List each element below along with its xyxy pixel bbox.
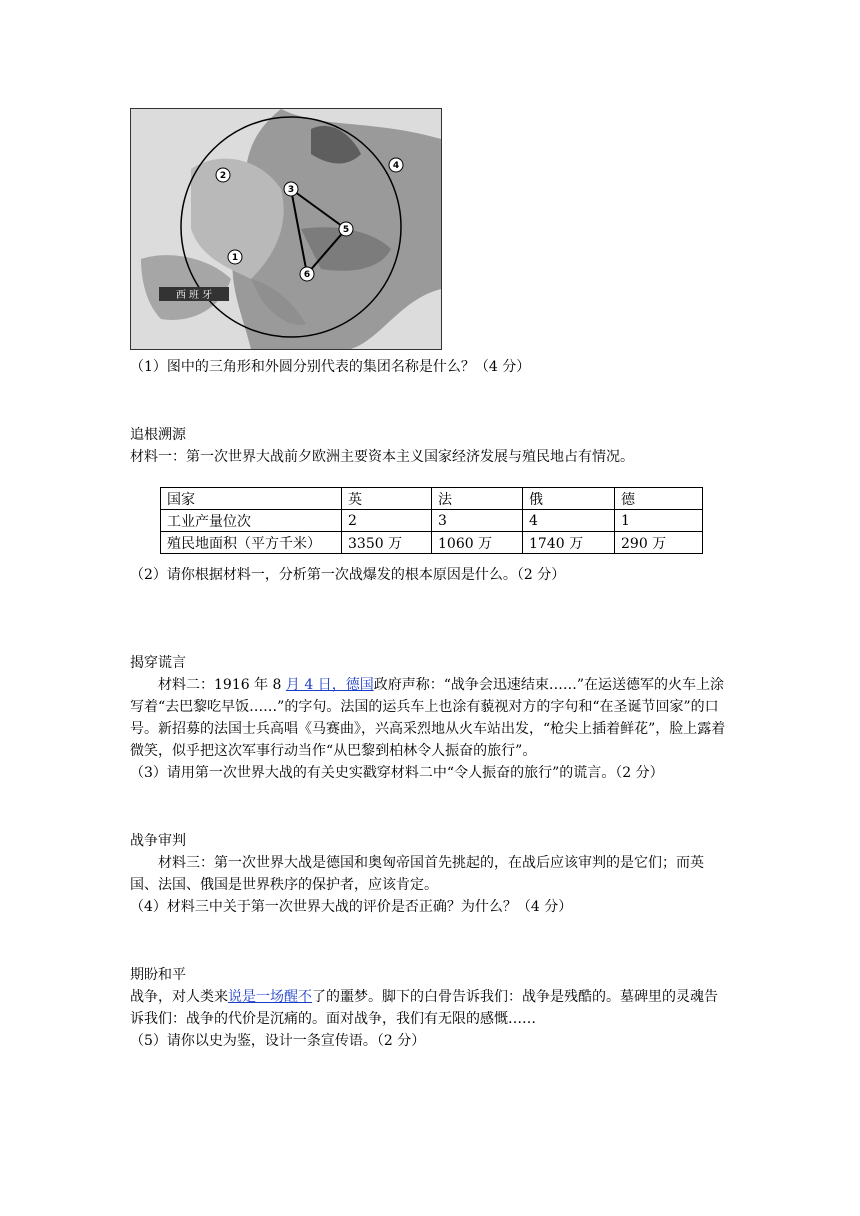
- table-cell: 290 万: [615, 532, 703, 554]
- table-cell: 2: [342, 510, 432, 532]
- material-2-text-b: 政府声称：“战争会迅速结束……”在运送德军的火车上涂写着“去巴黎吃早饭……”的字句。法国的运兵车上也涂有藐视对方的字句和“在圣诞节回家”的口号。新招募的法国士兵高唱《马赛曲》，兴高采烈地从火车站出发，“枪尖上插着鲜花”，脸上露着微笑，似乎把这次军事行动当作“从巴黎到柏林令人振奋的旅行”。: [130, 677, 726, 759]
- map-marker-3: 3: [287, 185, 295, 195]
- map-marker-2: 2: [219, 171, 227, 181]
- map-marker-5: 5: [342, 225, 350, 235]
- question-1: （1）图中的三角形和外圆分别代表的集团名称是什么？（4 分）: [130, 359, 531, 375]
- table-header-row: [161, 488, 703, 510]
- material-4: [130, 986, 730, 1030]
- material-2-link[interactable]: 月 4 日，德国: [285, 677, 374, 693]
- section-title-trial: 战争审判: [130, 833, 186, 849]
- section-title-peace: 期盼和平: [130, 967, 186, 983]
- table-cell: 殖民地面积（平方千米）: [161, 532, 342, 554]
- question-3: （3）请用第一次世界大战的有关史实戳穿材料二中“令人振奋的旅行”的谎言。（2 分）: [130, 765, 664, 781]
- material-4-link[interactable]: 说是一场醒不: [228, 989, 312, 1005]
- table-cell: 1740 万: [523, 532, 615, 554]
- section-title-trace: 追根溯源: [130, 427, 186, 443]
- table-cell: 1060 万: [432, 532, 523, 554]
- material-1: 材料一：第一次世界大战前夕欧洲主要资本主义国家经济发展与殖民地占有情况。: [130, 449, 634, 465]
- question-2: （2）请你根据材料一，分析第一次战爆发的根本原因是什么。（2 分）: [130, 567, 566, 583]
- table-cell: 3350 万: [342, 532, 432, 554]
- question-5: （5）请你以史为鉴，设计一条宣传语。（2 分）: [130, 1033, 426, 1049]
- europe-alliance-map: [130, 108, 442, 350]
- economy-colony-table: [160, 487, 703, 554]
- question-4: （4）材料三中关于第一次世界大战的评价是否正确？为什么？（4 分）: [130, 899, 573, 915]
- table-cell: 1: [615, 510, 703, 532]
- table-cell: 英: [342, 488, 432, 510]
- table-cell: 国家: [161, 488, 342, 510]
- map-marker-6: 6: [303, 270, 311, 280]
- material-4-text-a: 战争，对人类来: [130, 989, 228, 1005]
- map-marker-4: 4: [392, 161, 400, 171]
- table-row: [161, 532, 703, 554]
- table-cell: 3: [432, 510, 523, 532]
- map-marker-1: 1: [231, 253, 239, 263]
- material-2: [130, 674, 730, 762]
- section-title-expose: 揭穿谎言: [130, 655, 186, 671]
- table-cell: 德: [615, 488, 703, 510]
- map-graphic: [131, 109, 441, 349]
- table-row: [161, 510, 703, 532]
- material-4-text-b: 了的噩梦。脚下的白骨告诉我们：战争是残酷的。墓碑里的灵魂告诉我们：战争的代价是沉痛的。面对战争，我们有无限的感慨……: [130, 989, 718, 1027]
- table-cell: 俄: [523, 488, 615, 510]
- material-2-text-a: 材料二：1916 年 8: [158, 677, 286, 693]
- table-cell: 法: [432, 488, 523, 510]
- table-cell: 4: [523, 510, 615, 532]
- map-label-spain: 西 班 牙: [175, 290, 213, 301]
- table-cell: 工业产量位次: [161, 510, 342, 532]
- material-3: 材料三：第一次世界大战是德国和奥匈帝国首先挑起的，在战后应该审判的是它们；而英国、法国、俄国是世界秩序的保护者，应该肯定。: [130, 855, 704, 893]
